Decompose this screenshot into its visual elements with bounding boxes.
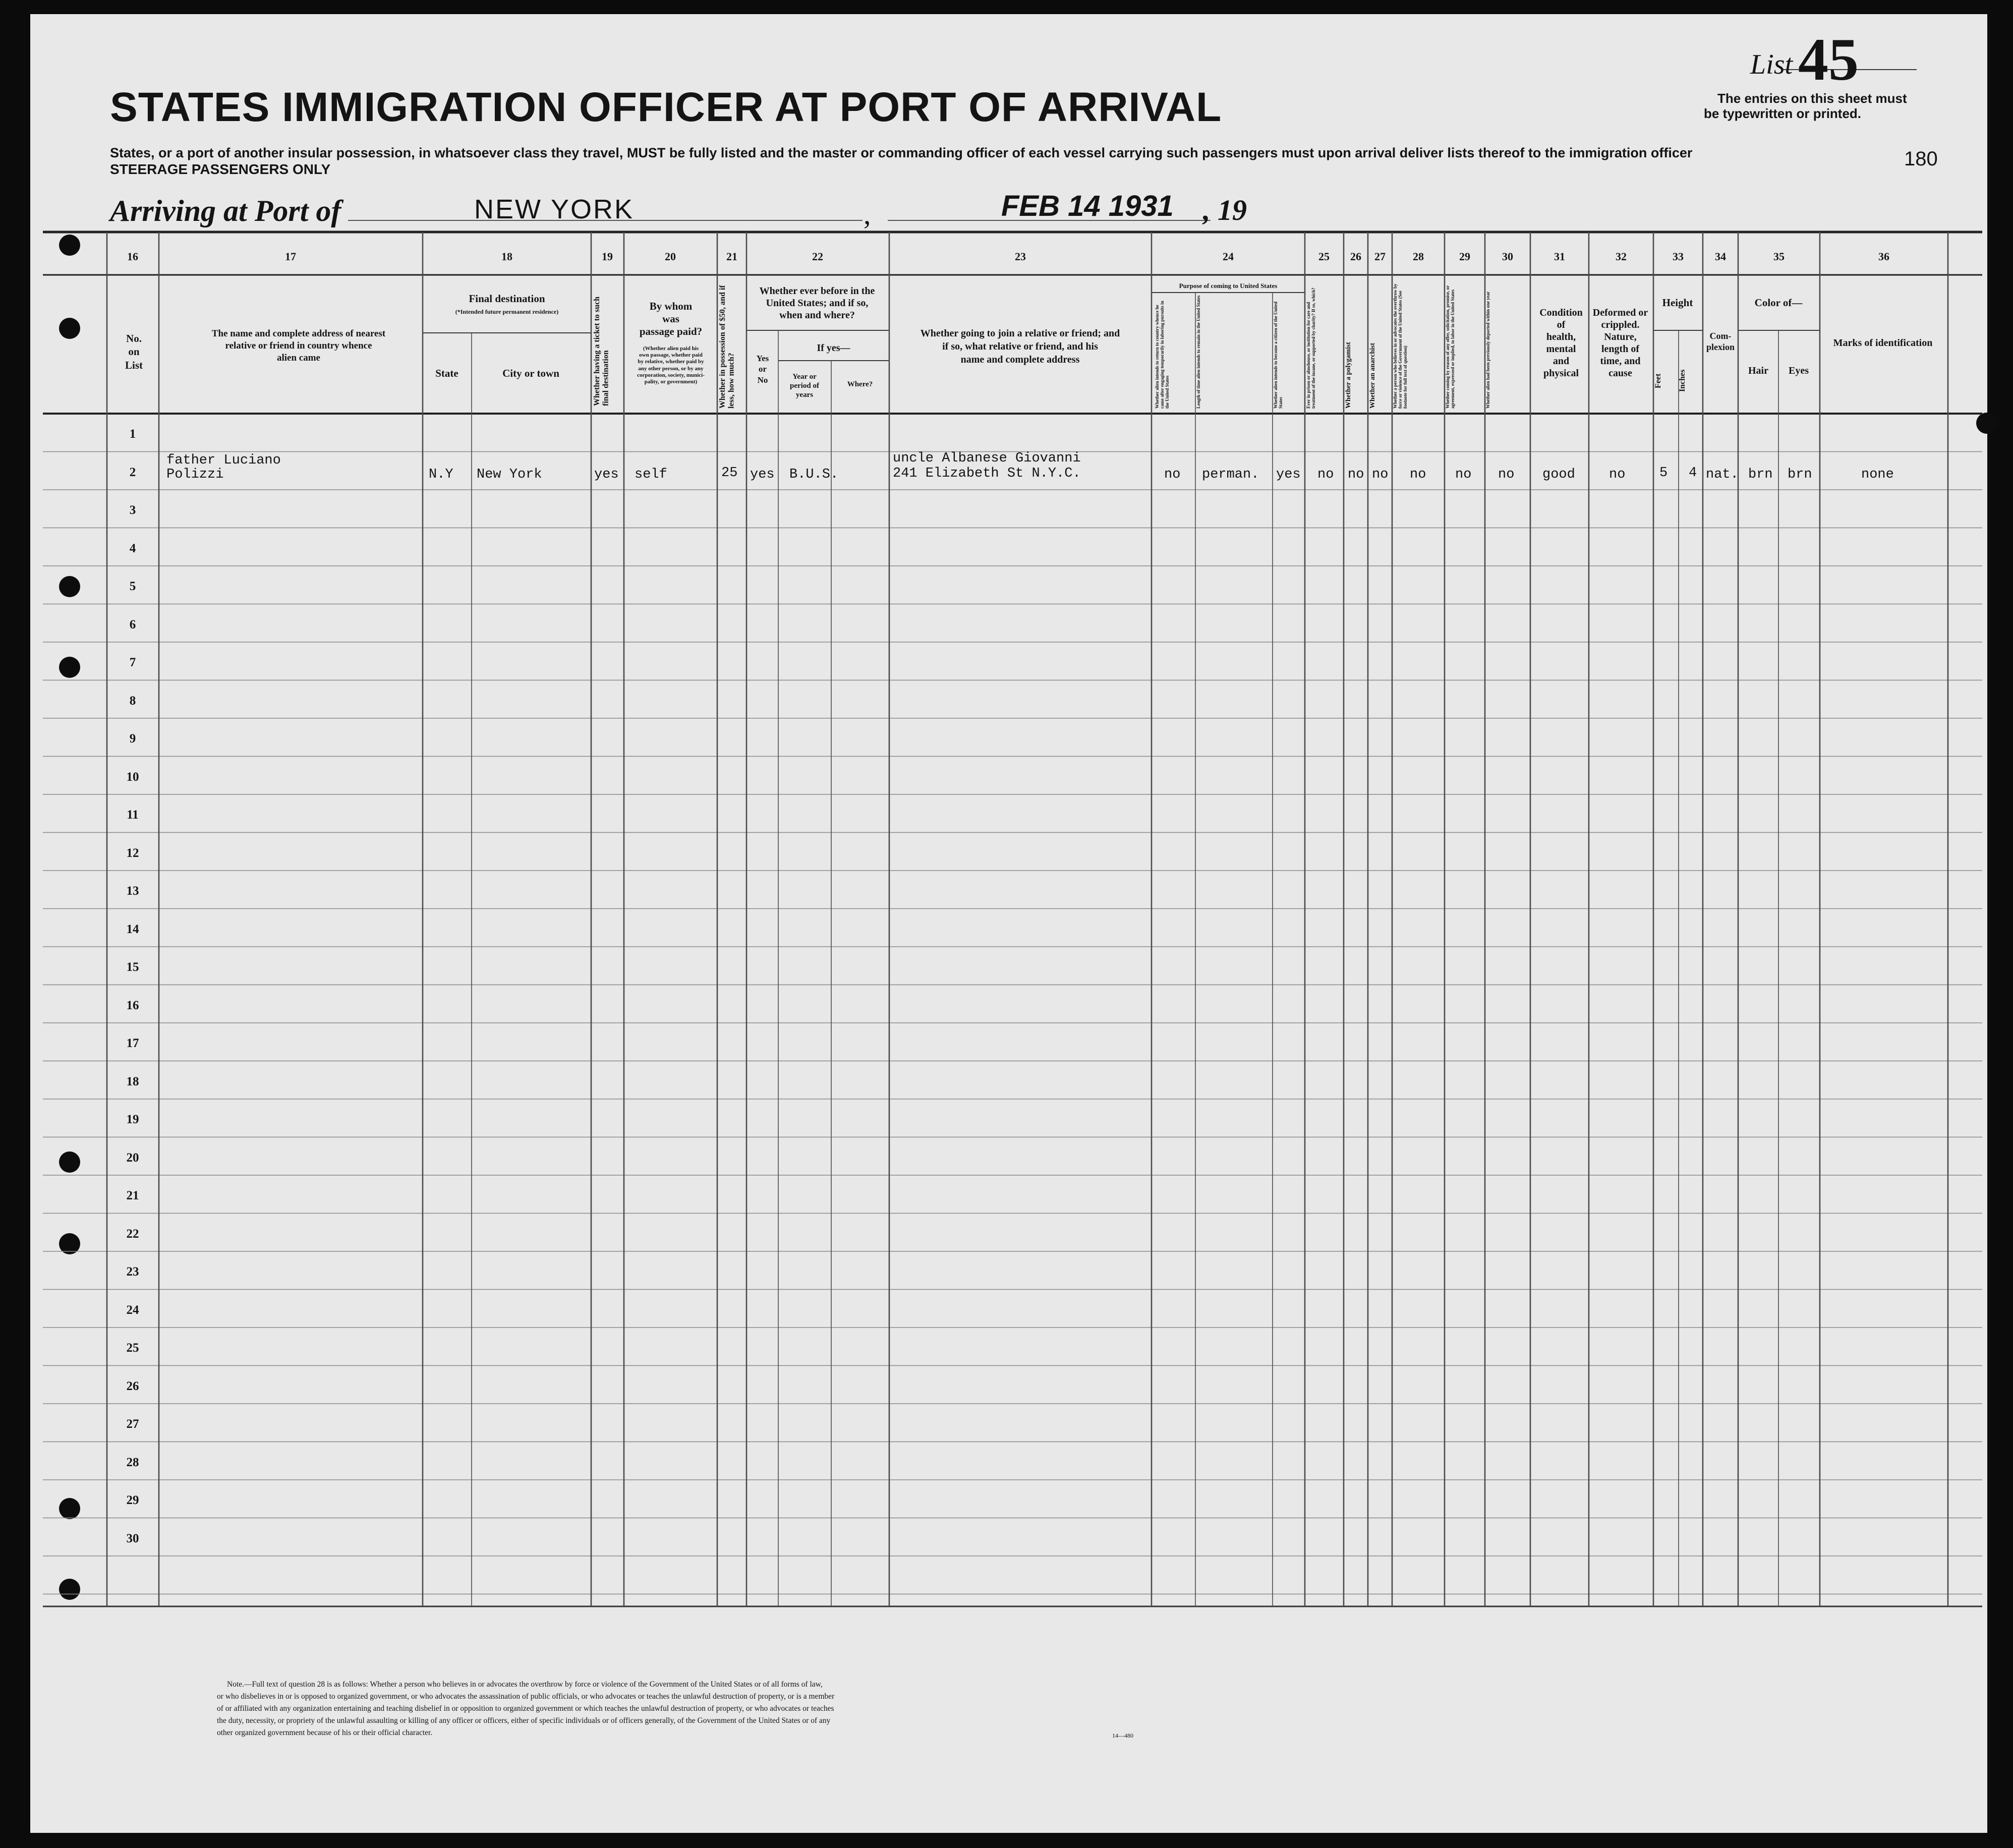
column-number: 16: [127, 250, 138, 263]
footnote: [217, 1679, 834, 1739]
year-prefix: , 19: [1203, 194, 1247, 226]
steerage-label: STEERAGE PASSENGERS ONLY: [110, 161, 331, 177]
row-number: 14: [126, 922, 139, 936]
col34-line: plexion: [1706, 341, 1735, 352]
col22-heading: [746, 285, 888, 321]
typewritten-note-1: The entries on this sheet must: [1717, 91, 1907, 106]
col33-title: Height: [1662, 297, 1693, 309]
col23-line: if so, what relative or friend, and his: [942, 341, 1098, 352]
col31-line: physical: [1543, 368, 1579, 379]
column-number: 18: [501, 250, 512, 263]
citizen-intent: yes: [1276, 467, 1301, 482]
column-number: 34: [1715, 250, 1726, 263]
col20-note-line: (Whether alien paid his: [643, 345, 699, 352]
col22-yesno-line: Yes: [756, 354, 769, 363]
col22-yesno-line: No: [757, 375, 768, 385]
col16-heading: [125, 332, 143, 372]
col18-state: State: [435, 367, 458, 379]
column-number: 28: [1413, 250, 1424, 263]
row-number: 16: [126, 998, 139, 1012]
col32-line: crippled.: [1601, 319, 1640, 330]
hair-color: brn: [1748, 467, 1773, 482]
list-label: List: [1750, 49, 1793, 80]
col22-year-line: period of: [790, 382, 819, 390]
col31-line: Condition: [1539, 307, 1583, 318]
row-number: 25: [126, 1341, 139, 1355]
row-number: 26: [126, 1379, 139, 1393]
col24-title: Purpose of coming to United States: [1179, 282, 1278, 290]
col20-note-line: any other person, or by any: [638, 365, 704, 372]
col20-note: [625, 345, 716, 385]
col31-line: of: [1557, 319, 1566, 330]
col20-note-line: pality, or government): [644, 378, 698, 385]
row-number: 23: [126, 1265, 139, 1279]
col22-year-line: Year or: [792, 373, 817, 381]
column-number: 20: [665, 250, 676, 263]
relative-name-line-1: father Luciano: [166, 453, 281, 468]
col17-line: The name and complete address of nearest: [211, 328, 386, 339]
column-number: 32: [1616, 250, 1627, 263]
height-inches: 4: [1689, 466, 1697, 481]
row-number: 4: [129, 541, 136, 555]
row-number: 11: [127, 808, 139, 822]
footnote-line: Note.—Full text of question 28 is as follows: Whether a person who believes in or advocates the overthrow by force or violence of the Government of the United States or of all forms of law,: [227, 1680, 823, 1689]
col22-where: Where?: [847, 380, 873, 388]
col36-heading: Marks of identification: [1833, 337, 1933, 349]
col35-title: Color of—: [1754, 297, 1803, 309]
polygamist-value: no: [1348, 467, 1364, 482]
col28-heading: Whether a person who believes in or advocates the overthrow by force or violence of the Government of the United States (See footnote for full text of question): [1393, 283, 1408, 409]
col22-yesno: [748, 353, 777, 385]
col32-heading: [1589, 307, 1652, 379]
date-stamp: FEB 14 1931: [1001, 190, 1174, 222]
col16-line: on: [128, 345, 140, 358]
col20-line: passage paid?: [639, 325, 703, 338]
col29-heading: Whether coming by reason of any offer, solicitation, promise, or agreement, expressed or implied, to labor in the United States: [1445, 285, 1455, 409]
col17-heading: [178, 328, 420, 364]
col18-note: (*Intended future permanent residence): [455, 308, 559, 315]
page-title: STATES IMMIGRATION OFFICER AT PORT OF ARRIVAL: [110, 84, 1222, 130]
row-number: 5: [129, 580, 136, 593]
col31-line: mental: [1546, 343, 1576, 355]
labor-offer-value: no: [1455, 467, 1472, 482]
row-number: 21: [126, 1189, 139, 1202]
col33-inches: Inches: [1678, 369, 1687, 392]
row-number: 2: [129, 465, 136, 479]
col32-line: time, and: [1600, 356, 1641, 367]
col16-line: No.: [126, 332, 142, 344]
col32-line: length of: [1601, 343, 1639, 355]
col19-heading: Whether having a ticket to such final destination: [593, 296, 610, 406]
col21-heading: Whether in possession of $50, and if less, how much?: [718, 285, 736, 409]
col23-line: Whether going to join a relative or friend; and: [920, 328, 1120, 339]
col22-line: when and where?: [779, 310, 855, 321]
footnote-line: of or affiliated with any organization entertaining and teaching disbelief in or opposition to organized government or which teaches the unlawful destruction of property, or who advocates or teaches: [217, 1704, 834, 1713]
return-intent: no: [1164, 467, 1181, 482]
row-number: 29: [126, 1493, 139, 1507]
joining-line-2: 241 Elizabeth St N.Y.C.: [893, 466, 1081, 481]
arriving-label: Arriving at Port of: [110, 194, 341, 227]
column-number: 22: [812, 250, 823, 263]
ticket-value: yes: [594, 467, 619, 482]
footnote-line: or who disbelieves in or is opposed to organized government, or who advocates the assassination of public officials, or who advocates or teaches the unlawful destruction of property, or is a member: [217, 1692, 835, 1701]
row-number: 7: [129, 656, 136, 669]
column-number: 19: [602, 250, 613, 263]
col17-line: alien came: [276, 352, 320, 363]
col32-line: Deformed or: [1592, 307, 1648, 318]
col20-note-line: corporation, society, munici-: [637, 372, 705, 378]
row-number: 19: [126, 1113, 139, 1126]
col32-line: Nature,: [1604, 331, 1637, 342]
footnote-line: other organized government because of his or their official character.: [217, 1728, 433, 1738]
form-code: 14—480: [1112, 1732, 1133, 1739]
relative-name-line-2: Polizzi: [166, 467, 224, 482]
col27-heading: Whether an anarchist: [1369, 342, 1376, 409]
col18-title: Final destination: [469, 293, 545, 305]
row-number: 6: [129, 617, 136, 631]
row-number: 1: [129, 427, 136, 441]
column-number: 30: [1502, 250, 1513, 263]
column-number: 31: [1554, 250, 1565, 263]
col20-note-line: by relative, whether paid by: [638, 359, 704, 365]
col22-ifyes: If yes—: [817, 342, 850, 354]
col22-year: [779, 372, 830, 399]
list-number: 45: [1798, 26, 1859, 93]
column-number: 26: [1350, 250, 1361, 263]
column-number: 24: [1223, 250, 1234, 263]
row-number: 24: [126, 1303, 139, 1317]
row-number: 8: [129, 694, 136, 708]
column-number: 36: [1878, 250, 1889, 263]
length-of-stay: perman.: [1202, 467, 1259, 482]
col35-hair: Hair: [1748, 365, 1768, 376]
column-number: 17: [285, 250, 296, 263]
col18-city: City or town: [502, 367, 559, 379]
row-number: 3: [129, 503, 136, 517]
row-number: 17: [126, 1036, 139, 1050]
row-number: 12: [126, 846, 139, 860]
col24-sub2: Length of time alien intends to remain in the United States: [1196, 295, 1201, 409]
col34-line: Com-: [1709, 331, 1732, 341]
col24-sub3: Whether alien intends to become a citizen of the United States: [1273, 301, 1283, 409]
before-where: B.U.S.: [789, 467, 839, 482]
col23-heading: [890, 327, 1150, 366]
col22-line: Whether ever before in the: [759, 285, 875, 297]
col23-line: name and complete address: [960, 354, 1080, 365]
column-number: 29: [1459, 250, 1470, 263]
col35-eyes: Eyes: [1789, 365, 1809, 376]
col22-year-line: years: [795, 391, 814, 399]
health-value: good: [1542, 467, 1575, 482]
port-comma: ,: [864, 198, 871, 230]
column-number: 35: [1773, 250, 1785, 263]
col22-yesno-line: or: [758, 364, 767, 374]
col31-heading: [1533, 307, 1589, 379]
col26-heading: Whether a polygamist: [1345, 342, 1352, 409]
money-amount: 25: [721, 466, 738, 481]
column-number: 21: [726, 250, 737, 263]
row-number: 28: [126, 1455, 139, 1469]
instructions-text: States, or a port of another insular possession, in whatsoever class they travel, MUST be fully listed and the master or commanding officer of each vessel carrying such passengers must upon arrival deliver lists thereof to the immigration officer: [110, 145, 1693, 160]
column-number: 25: [1318, 250, 1330, 263]
prison-value: no: [1317, 467, 1334, 482]
joining-line-1: uncle Albanese Giovanni: [893, 451, 1081, 466]
col20-heading: [625, 300, 716, 338]
col31-line: and: [1552, 356, 1570, 367]
column-number: 27: [1374, 250, 1386, 263]
complexion-value: nat.: [1706, 467, 1739, 482]
row-number: 27: [126, 1417, 139, 1431]
col16-line: List: [125, 359, 143, 371]
col20-line: By whom: [649, 300, 693, 312]
col20-line: was: [662, 313, 679, 325]
col30-heading: Whether alien had been previously deported within one year: [1485, 291, 1490, 409]
row-number: 13: [126, 884, 139, 898]
sheet-number: 180: [1904, 148, 1938, 170]
port-value: NEW YORK: [474, 194, 635, 224]
row-number: 30: [126, 1531, 139, 1545]
col17-line: relative or friend in country whence: [225, 340, 372, 351]
destination-city: New York: [477, 467, 542, 482]
overthrow-value: no: [1410, 467, 1426, 482]
height-feet: 5: [1659, 466, 1668, 481]
column-number: 23: [1015, 250, 1026, 263]
destination-state: N.Y: [429, 467, 453, 482]
col20-note-line: own passage, whether paid: [639, 352, 703, 359]
typewritten-note-2: be typewritten or printed.: [1704, 106, 1862, 121]
deported-value: no: [1498, 467, 1515, 482]
col24-sub1: Whether alien intends to return to country whence he came after engaging temporarily in laboring pursuits in the United States: [1155, 301, 1170, 409]
col22-line: United States; and if so,: [766, 298, 869, 309]
row-number: 9: [129, 732, 136, 745]
row-number: 10: [126, 770, 139, 784]
col25-heading: Ever in prison or almshouse, or institution for care and treatment of the insane, or supported by charity? If so, which?: [1306, 287, 1316, 409]
anarchist-value: no: [1372, 467, 1389, 482]
row-number: 18: [126, 1074, 139, 1088]
identification-marks: none: [1861, 467, 1894, 482]
row-number: 22: [126, 1227, 139, 1241]
row-number: 15: [126, 960, 139, 974]
col34-heading: [1703, 331, 1738, 353]
col31-line: health,: [1546, 331, 1576, 342]
eye-color: brn: [1788, 467, 1812, 482]
row-number: 20: [126, 1150, 139, 1165]
col33-feet: Feet: [1654, 373, 1662, 388]
column-number: 33: [1673, 250, 1684, 263]
before-in-us: yes: [750, 467, 775, 482]
deformed-value: no: [1609, 467, 1626, 482]
col32-line: cause: [1608, 368, 1632, 379]
footnote-line: the duty, necessity, or propriety of the unlawful assaulting or killing of any officer or officers, either of specific individuals or of officers generally, of the Government of the United States or of any: [217, 1716, 831, 1725]
passage-paid-by: self: [635, 467, 667, 482]
